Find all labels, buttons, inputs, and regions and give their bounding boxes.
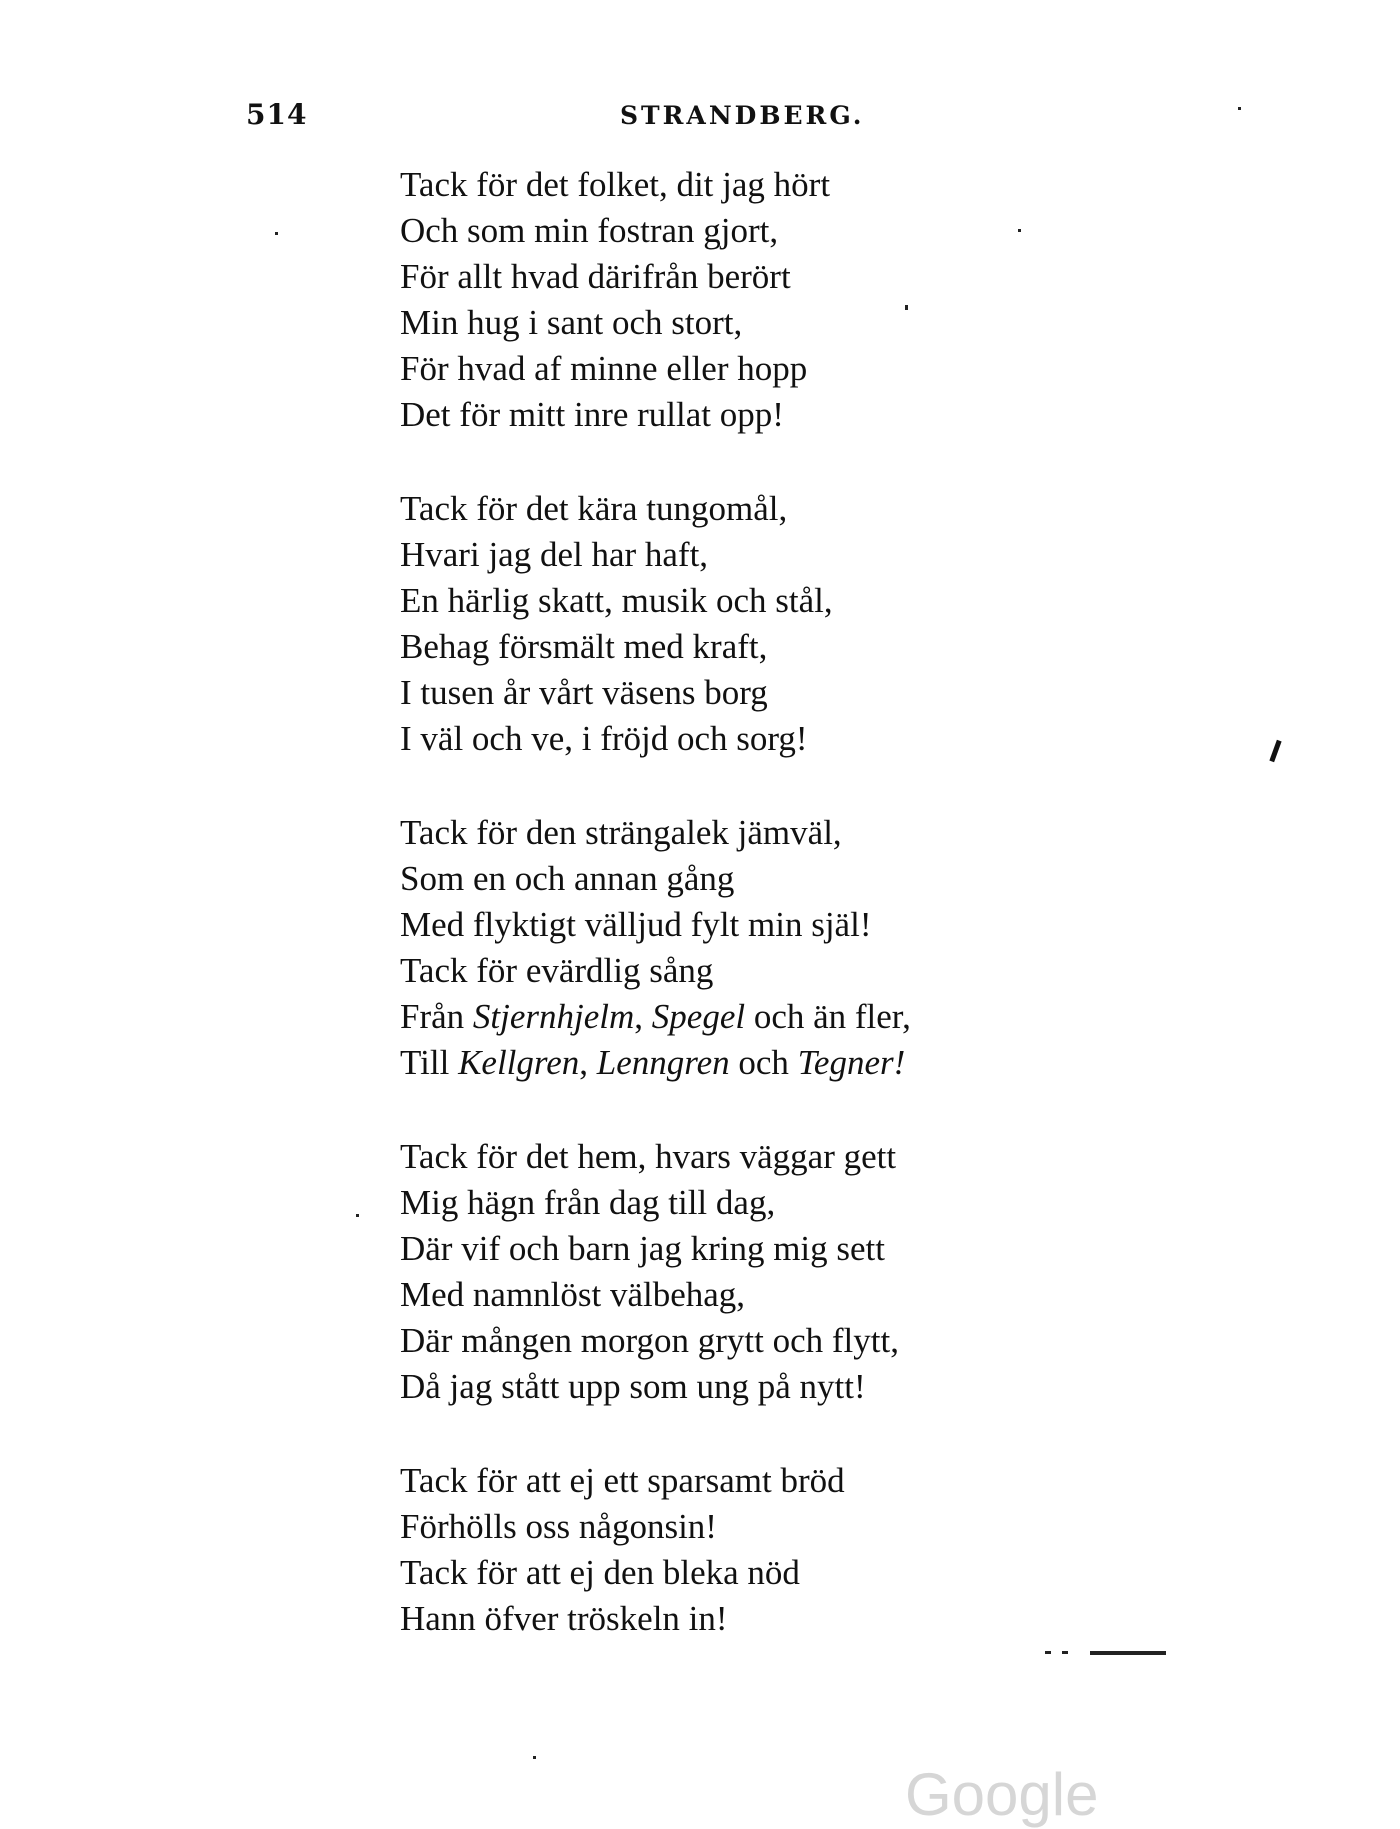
line-text: ,	[579, 1043, 597, 1082]
poem-line: Tack för det hem, hvars väggar gett	[400, 1137, 897, 1176]
italic-name: Spegel	[651, 997, 746, 1036]
stanza-4	[400, 1134, 911, 1410]
poem-line: Mig hägn från dag till dag,	[400, 1183, 776, 1222]
poem-line: Behag försmält med kraft,	[400, 627, 768, 666]
line-text: Från	[400, 997, 473, 1036]
line-text: och än fler,	[745, 997, 911, 1036]
poem-line: Tack för att ej den bleka nöd	[400, 1553, 800, 1592]
scan-speck	[1018, 229, 1021, 232]
poem-line: Hann öfver tröskeln in!	[400, 1599, 728, 1638]
poem-line-italic-names	[400, 1040, 911, 1086]
scan-speck	[533, 1756, 536, 1759]
poem-line: Tack för den strängalek jämväl,	[400, 813, 842, 852]
poem-line: Med namnlöst välbehag,	[400, 1275, 746, 1314]
page-number: 514	[246, 98, 308, 131]
end-rule	[1062, 1651, 1068, 1654]
stray-mark	[1269, 740, 1281, 762]
poem-line: Tack för evärdlig sång	[400, 951, 714, 990]
poem-line: Som en och annan gång	[400, 859, 735, 898]
poem-line: Tack för det folket, dit jag hört	[400, 165, 831, 204]
italic-name: Stjernhjelm	[472, 997, 635, 1036]
poem-line: För hvad af minne eller hopp	[400, 349, 808, 388]
line-text: och	[729, 1043, 798, 1082]
poem-line: Där vif och barn jag kring mig sett	[400, 1229, 886, 1268]
poem-line: Förhölls oss någonsin!	[400, 1507, 717, 1546]
poem-line-italic-names	[400, 994, 911, 1040]
scan-speck	[1238, 107, 1241, 110]
poem-line: Då jag stått upp som ung på nytt!	[400, 1367, 866, 1406]
line-text: ,	[634, 997, 652, 1036]
running-head: STRANDBERG.	[620, 101, 865, 130]
stanza-2	[400, 486, 911, 762]
italic-name: Lenngren	[596, 1043, 730, 1082]
poem-line: Tack för att ej ett sparsamt bröd	[400, 1461, 845, 1500]
scan-speck	[905, 305, 908, 310]
scan-speck	[356, 1214, 359, 1217]
poem-line: Min hug i sant och stort,	[400, 303, 743, 342]
italic-name: Kellgren	[458, 1043, 580, 1082]
poem-line: I tusen år vårt väsens borg	[400, 673, 768, 712]
end-rule	[1090, 1651, 1166, 1655]
poem-line: Det för mitt inre rullat opp!	[400, 395, 784, 434]
stanza-5	[400, 1458, 911, 1642]
poem-line: Tack för det kära tungomål,	[400, 489, 788, 528]
stanza-3	[400, 810, 911, 1086]
poem-line: Hvari jag del har haft,	[400, 535, 709, 574]
italic-name: Tegner!	[797, 1043, 906, 1082]
end-rule	[1045, 1651, 1051, 1654]
line-text: Till	[400, 1043, 459, 1082]
poem-line: Med flyktigt välljud fylt min själ!	[400, 905, 872, 944]
stanza-1	[400, 162, 911, 438]
poem-line: För allt hvad därifrån berört	[400, 257, 791, 296]
poem-line: Där mången morgon grytt och flytt,	[400, 1321, 899, 1360]
watermark: Google	[905, 1761, 1099, 1828]
poem-line: En härlig skatt, musik och stål,	[400, 581, 833, 620]
poem	[400, 162, 911, 1690]
poem-line: Och som min fostran gjort,	[400, 211, 779, 250]
poem-line: I väl och ve, i fröjd och sorg!	[400, 719, 808, 758]
scan-speck	[275, 232, 278, 235]
